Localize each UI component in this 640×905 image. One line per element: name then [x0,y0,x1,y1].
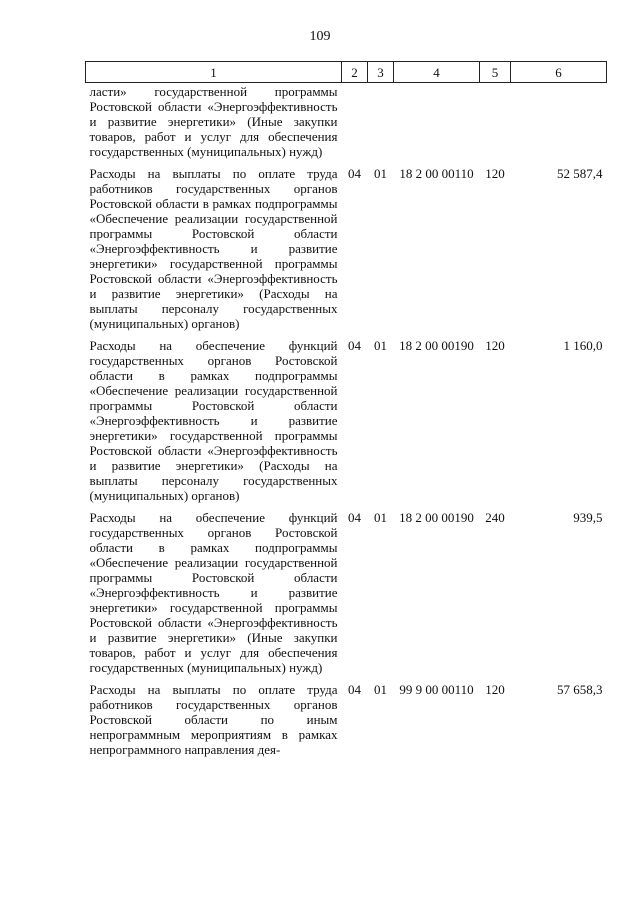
table-row [86,503,607,675]
row-subsection [368,83,394,160]
row-expense-type: 240 [485,510,505,525]
row-target-article [394,83,480,160]
row-section [342,83,368,160]
row-amount: 939,5 [573,510,603,525]
row-expense-type [480,83,511,160]
row-section: 04 [348,682,361,697]
table-row [86,83,607,160]
row-description: Расходы на обеспечение функций государственных органов Ростовской области в рамках подпрограммы «Обеспечение реализации государственной программы Ростовской области «Энергоэффективность и развитие энергетики» государственной программы Ростовской области «Энергоэффективность и развитие энергетики» (Расходы на выплаты персоналу государственных (муниципальных) органов) [89,338,338,503]
row-subsection: 01 [374,682,387,697]
row-target-article: 18 2 00 00190 [399,510,474,525]
table-row [86,159,607,331]
row-amount: 52 587,4 [557,166,603,181]
row-target-article: 18 2 00 00110 [399,166,474,181]
row-amount: 57 658,3 [557,682,603,697]
header-col-6: 6 [511,62,607,83]
row-section: 04 [348,166,361,181]
row-section: 04 [348,510,361,525]
row-subsection: 01 [374,166,387,181]
table-row [86,331,607,503]
page-number: 109 [309,29,331,44]
row-description: Расходы на обеспечение функций государственных органов Ростовской области в рамках подпрограммы «Обеспечение реализации государственной программы Ростовской области «Энергоэффективность и развитие энергетики» государственной программы Ростовской области «Энергоэффективность и развитие энергетики» (Иные закупки товаров, работ и услуг для обеспечения государственных (муниципальных) нужд) [89,510,338,675]
row-description: ласти» государственной программы Ростовской области «Энергоэффективность и развитие энергетики» (Иные закупки товаров, работ и услуг для обеспечения государственных (муниципальных) нужд) [89,84,338,159]
header-col-4: 4 [394,62,480,83]
budget-table [85,61,607,757]
header-col-5: 5 [480,62,511,83]
row-description: Расходы на выплаты по оплате труда работников государственных органов Ростовской области в рамках подпрограммы «Обеспечение реализации государственной программы Ростовской области «Энергоэффективность и развитие энергетики» государственной программы Ростовской области «Энергоэффективность и развитие энергетики» (Расходы на выплаты персоналу государственных (муниципальных) органов) [89,166,338,331]
row-subsection: 01 [374,338,387,353]
header-col-1: 1 [86,62,342,83]
row-amount [511,83,607,160]
table-header [86,62,607,83]
row-amount: 1 160,0 [563,338,603,353]
table-row [86,675,607,757]
row-target-article: 18 2 00 00190 [399,338,474,353]
row-target-article: 99 9 00 00110 [399,682,474,697]
row-expense-type: 120 [485,338,505,353]
row-section: 04 [348,338,361,353]
row-description: Расходы на выплаты по оплате труда работников государственных органов Ростовской области по иным непрограммным мероприятиям в рамках непрограммного направления дея- [89,682,338,757]
header-row [86,62,607,83]
header-col-3: 3 [368,62,394,83]
row-expense-type: 120 [485,166,505,181]
row-expense-type: 120 [485,682,505,697]
row-subsection: 01 [374,510,387,525]
header-col-2: 2 [342,62,368,83]
